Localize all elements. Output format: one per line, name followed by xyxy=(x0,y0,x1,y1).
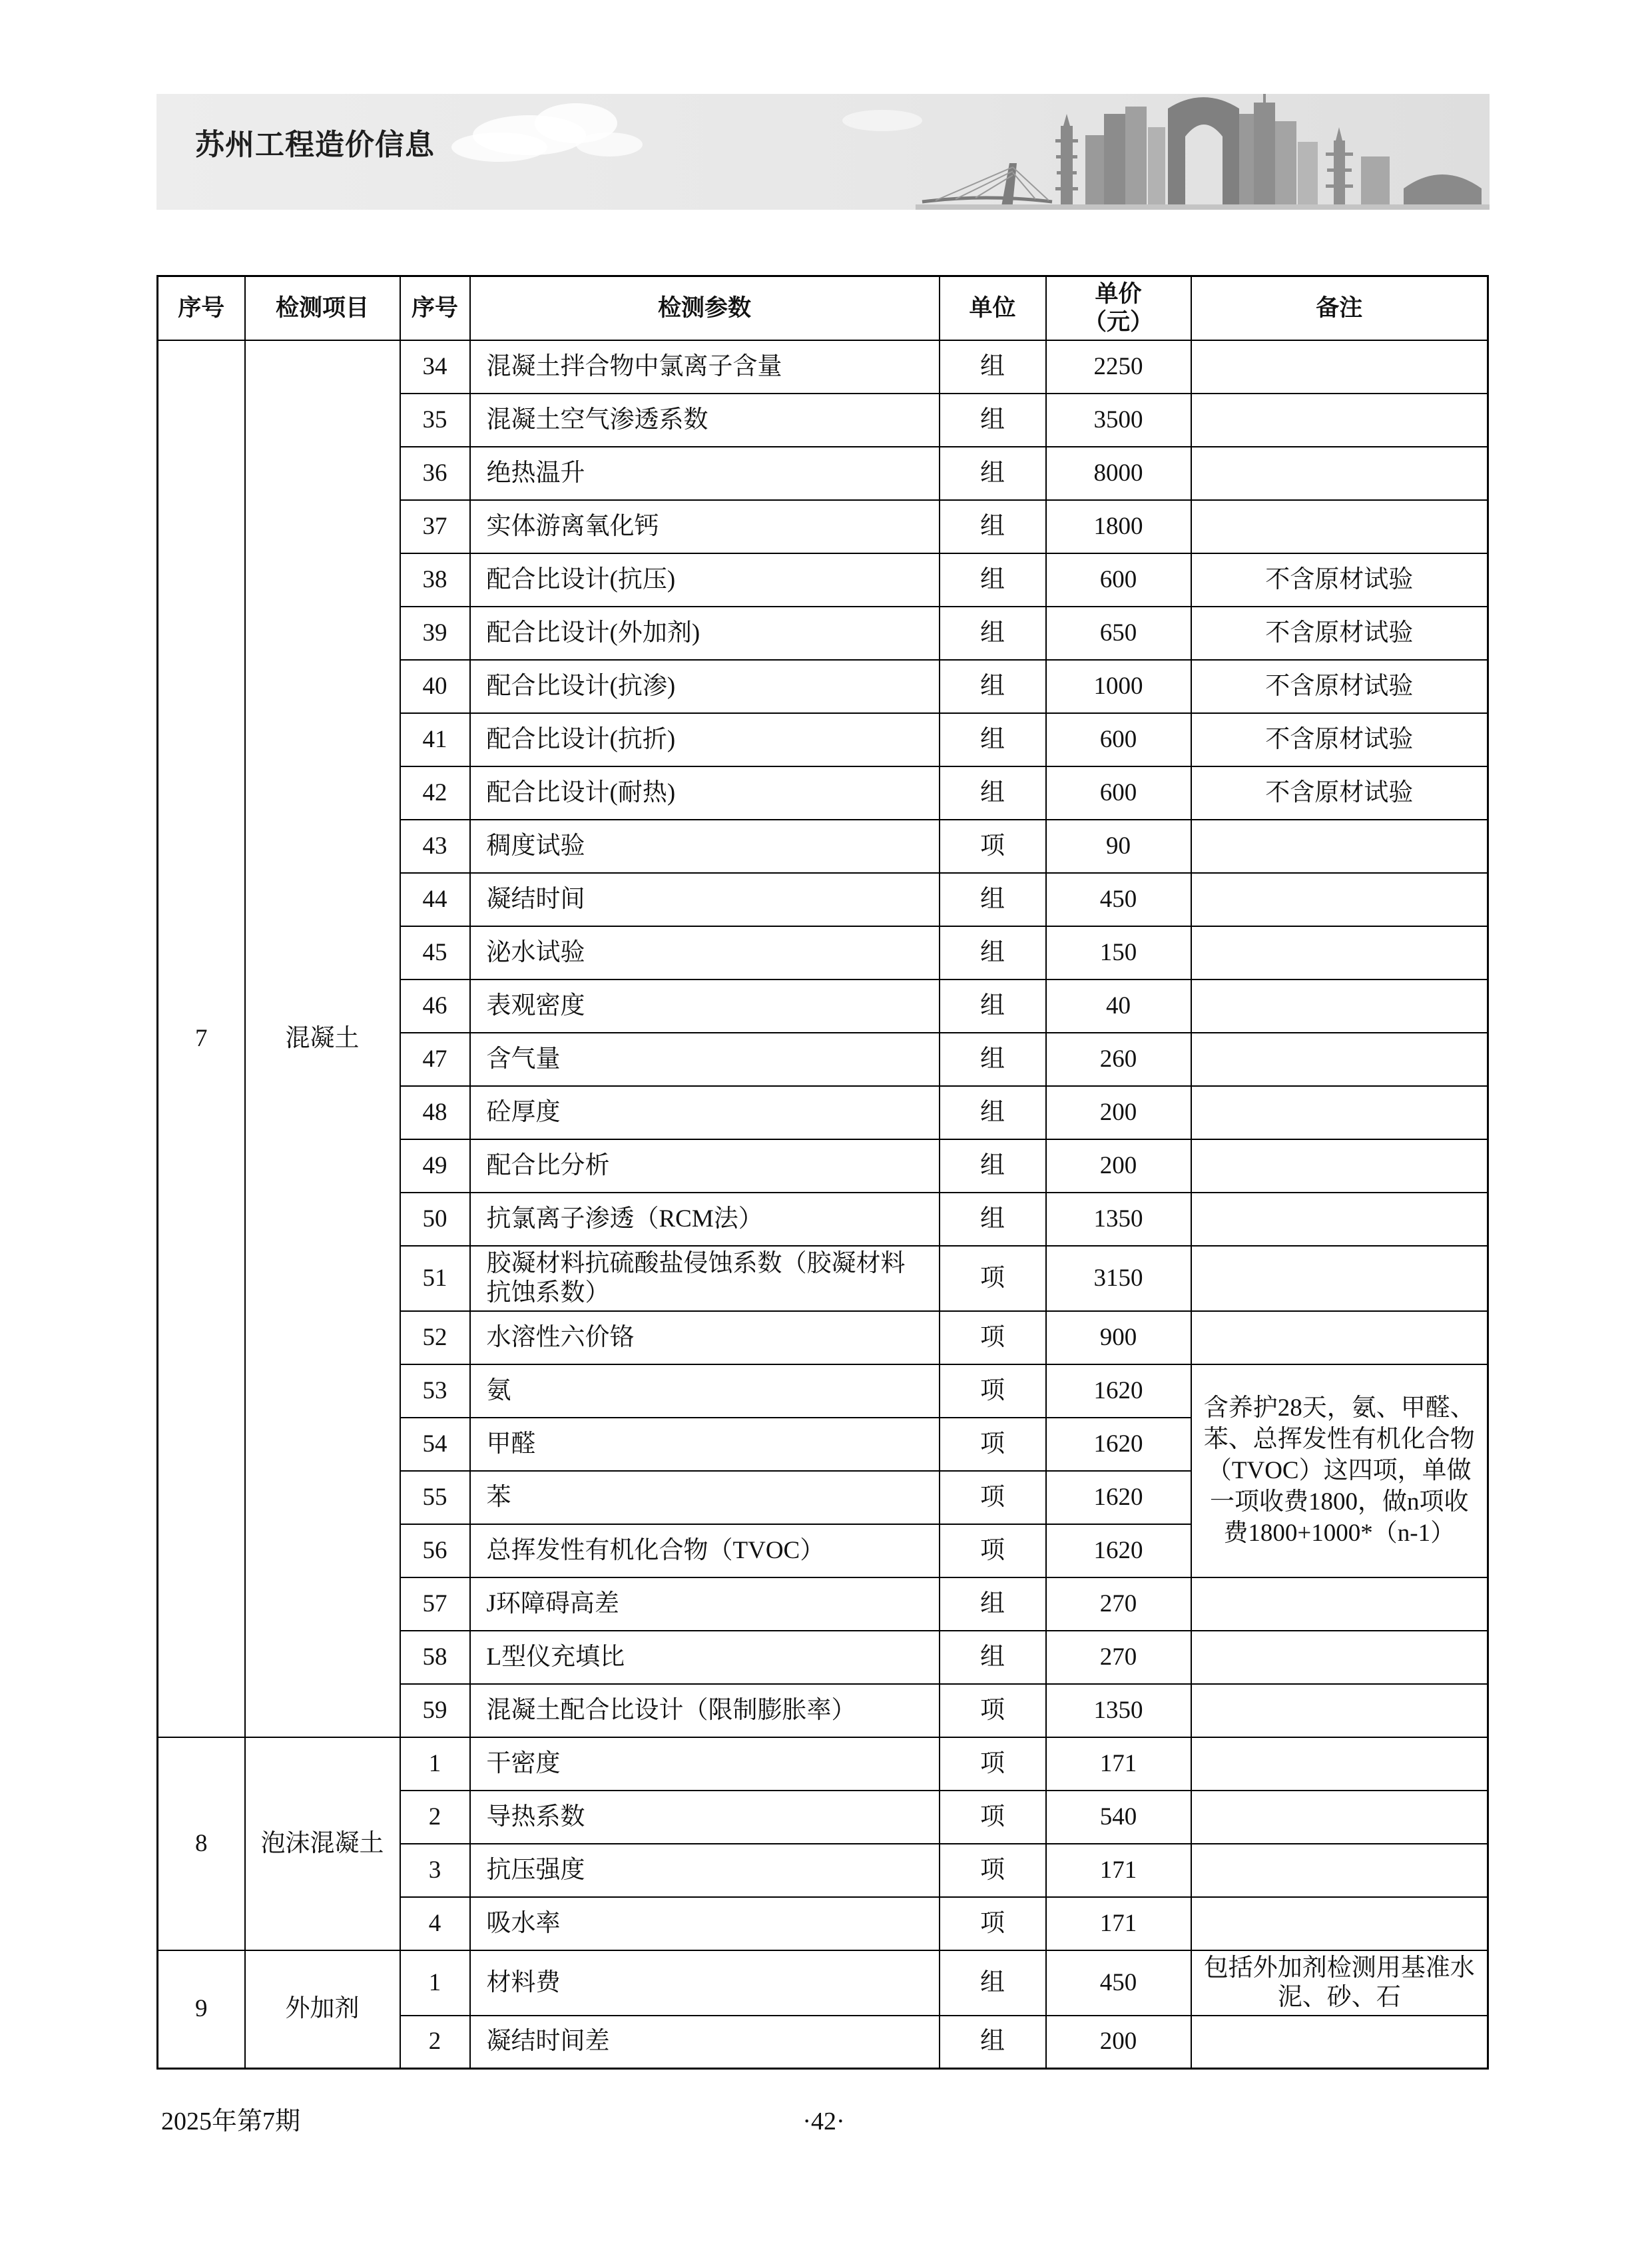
unit: 组 xyxy=(940,766,1046,820)
ground-strip xyxy=(916,204,1490,210)
unit: 项 xyxy=(940,1844,1046,1897)
unit-price: 171 xyxy=(1046,1897,1191,1950)
unit: 组 xyxy=(940,660,1046,713)
issue-label: 2025年第7期 xyxy=(161,2107,301,2135)
unit-price: 8000 xyxy=(1046,447,1191,500)
unit: 组 xyxy=(940,553,1046,607)
test-parameter: 氨 xyxy=(470,1364,940,1418)
param-number: 35 xyxy=(400,394,470,447)
unit-price: 200 xyxy=(1046,1139,1191,1193)
test-item: 泡沫混凝土 xyxy=(245,1737,400,1950)
remark xyxy=(1191,1577,1488,1631)
test-parameter: 总挥发性有机化合物（TVOC） xyxy=(470,1524,940,1577)
col-header-remark: 备注 xyxy=(1191,276,1488,340)
group-number: 8 xyxy=(158,1737,245,1950)
test-parameter: 材料费 xyxy=(470,1950,940,2016)
unit: 组 xyxy=(940,1033,1046,1086)
remark xyxy=(1191,980,1488,1033)
office-towers-left xyxy=(1085,107,1165,210)
param-number: 53 xyxy=(400,1364,470,1418)
header-banner xyxy=(156,94,1490,210)
unit-price: 90 xyxy=(1046,820,1191,873)
col-header-test-item: 检测项目 xyxy=(245,276,400,340)
unit-price: 171 xyxy=(1046,1844,1191,1897)
param-number: 58 xyxy=(400,1631,470,1684)
test-parameter: 混凝土配合比设计（限制膨胀率） xyxy=(470,1684,940,1737)
test-parameter: J环障碍高差 xyxy=(470,1577,940,1631)
table-row xyxy=(158,1737,1488,1791)
remark xyxy=(1191,820,1488,873)
remark xyxy=(1191,1086,1488,1139)
unit: 项 xyxy=(940,1418,1046,1471)
param-number: 37 xyxy=(400,500,470,553)
unit: 项 xyxy=(940,1364,1046,1418)
col-header-unit-price: 单价 （元） xyxy=(1046,276,1191,340)
unit-price: 200 xyxy=(1046,1086,1191,1139)
test-parameter: L型仪充填比 xyxy=(470,1631,940,1684)
test-parameter: 配合比设计(耐热) xyxy=(470,766,940,820)
test-parameter: 泌水试验 xyxy=(470,926,940,980)
publication-title: 苏州工程造价信息 xyxy=(195,129,435,161)
pagoda xyxy=(1055,114,1078,210)
low-building xyxy=(1361,156,1390,210)
col-header-unit: 单位 xyxy=(940,276,1046,340)
unit: 项 xyxy=(940,1311,1046,1364)
param-number: 42 xyxy=(400,766,470,820)
unit: 组 xyxy=(940,873,1046,926)
param-number: 50 xyxy=(400,1193,470,1246)
test-parameter: 混凝土空气渗透系数 xyxy=(470,394,940,447)
unit-price: 3150 xyxy=(1046,1246,1191,1311)
remark xyxy=(1191,1737,1488,1791)
param-number: 38 xyxy=(400,553,470,607)
test-parameter: 水溶性六价铬 xyxy=(470,1311,940,1364)
test-parameter: 配合比设计(抗折) xyxy=(470,713,940,766)
unit: 组 xyxy=(940,607,1046,660)
test-parameter: 配合比设计(外加剂) xyxy=(470,607,940,660)
param-number: 52 xyxy=(400,1311,470,1364)
unit: 项 xyxy=(940,1524,1046,1577)
unit-price: 1350 xyxy=(1046,1193,1191,1246)
remark xyxy=(1191,1897,1488,1950)
table-body xyxy=(158,340,1488,2069)
unit: 组 xyxy=(940,394,1046,447)
unit-price: 40 xyxy=(1046,980,1191,1033)
param-number: 48 xyxy=(400,1086,470,1139)
unit-price: 1000 xyxy=(1046,660,1191,713)
test-parameter: 稠度试验 xyxy=(470,820,940,873)
test-parameter: 干密度 xyxy=(470,1737,940,1791)
page-number: ·42· xyxy=(802,2107,845,2135)
remark: 含养护28天，氨、甲醛、 苯、总挥发性有机化合物 （TVOC）这四项，单做 一项收费1800，做n项收 费1800+1000*（n-1） xyxy=(1191,1364,1488,1577)
param-number: 34 xyxy=(400,340,470,394)
remark: 包括外加剂检测用基准水 泥、砂、石 xyxy=(1191,1950,1488,2016)
remark: 不含原材试验 xyxy=(1191,766,1488,820)
unit: 组 xyxy=(940,340,1046,394)
unit-price: 1620 xyxy=(1046,1418,1191,1471)
param-number: 39 xyxy=(400,607,470,660)
col-header-param-number: 序号 xyxy=(400,276,470,340)
param-number: 41 xyxy=(400,713,470,766)
test-parameter: 凝结时间差 xyxy=(470,2016,940,2069)
unit: 项 xyxy=(940,1897,1046,1950)
unit-price: 450 xyxy=(1046,873,1191,926)
unit: 组 xyxy=(940,2016,1046,2069)
unit: 项 xyxy=(940,1737,1046,1791)
unit-price: 200 xyxy=(1046,2016,1191,2069)
table-row xyxy=(158,1950,1488,2016)
param-number: 55 xyxy=(400,1471,470,1524)
param-number: 49 xyxy=(400,1139,470,1193)
test-parameter: 配合比分析 xyxy=(470,1139,940,1193)
remark: 不含原材试验 xyxy=(1191,660,1488,713)
unit: 项 xyxy=(940,1791,1046,1844)
param-number: 59 xyxy=(400,1684,470,1737)
test-parameter: 实体游离氧化钙 xyxy=(470,500,940,553)
unit: 组 xyxy=(940,713,1046,766)
remark xyxy=(1191,1139,1488,1193)
param-number: 3 xyxy=(400,1844,470,1897)
col-header-group-number: 序号 xyxy=(158,276,245,340)
param-number: 2 xyxy=(400,1791,470,1844)
unit: 组 xyxy=(940,1139,1046,1193)
remark: 不含原材试验 xyxy=(1191,607,1488,660)
unit: 组 xyxy=(940,926,1046,980)
unit: 组 xyxy=(940,1193,1046,1246)
param-number: 36 xyxy=(400,447,470,500)
test-parameter: 抗氯离子渗透（RCM法） xyxy=(470,1193,940,1246)
param-number: 54 xyxy=(400,1418,470,1471)
unit-price: 450 xyxy=(1046,1950,1191,2016)
unit: 组 xyxy=(940,1631,1046,1684)
unit-price: 650 xyxy=(1046,607,1191,660)
param-number: 40 xyxy=(400,660,470,713)
unit-price: 600 xyxy=(1046,713,1191,766)
param-number: 56 xyxy=(400,1524,470,1577)
test-parameter: 配合比设计(抗渗) xyxy=(470,660,940,713)
remark xyxy=(1191,1791,1488,1844)
remark xyxy=(1191,340,1488,394)
test-item: 外加剂 xyxy=(245,1950,400,2069)
remark xyxy=(1191,1684,1488,1737)
param-number: 46 xyxy=(400,980,470,1033)
unit-price: 600 xyxy=(1046,766,1191,820)
table-header xyxy=(158,276,1488,340)
remark: 不含原材试验 xyxy=(1191,553,1488,607)
group-number: 9 xyxy=(158,1950,245,2069)
header-row xyxy=(158,276,1488,340)
clouds xyxy=(451,103,922,162)
test-parameter: 凝结时间 xyxy=(470,873,940,926)
remark xyxy=(1191,1033,1488,1086)
unit-price: 171 xyxy=(1046,1737,1191,1791)
gate-of-the-orient xyxy=(1168,97,1239,210)
remark xyxy=(1191,1311,1488,1364)
test-parameter: 抗压强度 xyxy=(470,1844,940,1897)
testing-price-table xyxy=(156,275,1489,2070)
remark xyxy=(1191,1193,1488,1246)
remark xyxy=(1191,394,1488,447)
test-parameter: 配合比设计(抗压) xyxy=(470,553,940,607)
test-parameter: 混凝土拌合物中氯离子含量 xyxy=(470,340,940,394)
unit-price: 1620 xyxy=(1046,1471,1191,1524)
test-parameter: 表观密度 xyxy=(470,980,940,1033)
unit: 项 xyxy=(940,1246,1046,1311)
remark xyxy=(1191,2016,1488,2069)
office-towers-right xyxy=(1239,94,1318,210)
unit: 组 xyxy=(940,500,1046,553)
remark xyxy=(1191,1246,1488,1311)
unit-price: 2250 xyxy=(1046,340,1191,394)
table-row xyxy=(158,340,1488,394)
unit-price: 260 xyxy=(1046,1033,1191,1086)
unit-price: 3500 xyxy=(1046,394,1191,447)
remark: 不含原材试验 xyxy=(1191,713,1488,766)
param-number: 57 xyxy=(400,1577,470,1631)
test-parameter: 砼厚度 xyxy=(470,1086,940,1139)
unit-price: 150 xyxy=(1046,926,1191,980)
param-number: 2 xyxy=(400,2016,470,2069)
param-number: 1 xyxy=(400,1737,470,1791)
test-parameter: 绝热温升 xyxy=(470,447,940,500)
bridge xyxy=(922,163,1052,210)
unit-price: 1350 xyxy=(1046,1684,1191,1737)
test-parameter: 苯 xyxy=(470,1471,940,1524)
unit-price: 900 xyxy=(1046,1311,1191,1364)
unit-price: 1620 xyxy=(1046,1524,1191,1577)
unit: 组 xyxy=(940,980,1046,1033)
test-parameter: 导热系数 xyxy=(470,1791,940,1844)
unit: 组 xyxy=(940,1086,1046,1139)
unit-price: 1800 xyxy=(1046,500,1191,553)
param-number: 47 xyxy=(400,1033,470,1086)
group-number: 7 xyxy=(158,340,245,1737)
test-parameter: 胶凝材料抗硫酸盐侵蚀系数（胶凝材料 抗蚀系数） xyxy=(470,1246,940,1311)
test-item: 混凝土 xyxy=(245,340,400,1737)
unit-price: 270 xyxy=(1046,1631,1191,1684)
unit: 组 xyxy=(940,1950,1046,2016)
unit: 项 xyxy=(940,1471,1046,1524)
param-number: 43 xyxy=(400,820,470,873)
unit: 项 xyxy=(940,820,1046,873)
remark xyxy=(1191,500,1488,553)
remark xyxy=(1191,873,1488,926)
remark xyxy=(1191,1631,1488,1684)
unit: 项 xyxy=(940,1684,1046,1737)
param-number: 51 xyxy=(400,1246,470,1311)
remark xyxy=(1191,447,1488,500)
unit-price: 540 xyxy=(1046,1791,1191,1844)
param-number: 45 xyxy=(400,926,470,980)
col-header-test-parameter: 检测参数 xyxy=(470,276,940,340)
remark xyxy=(1191,1844,1488,1897)
unit: 组 xyxy=(940,447,1046,500)
pagoda-right xyxy=(1326,127,1353,210)
remark xyxy=(1191,926,1488,980)
unit: 组 xyxy=(940,1577,1046,1631)
test-parameter: 甲醛 xyxy=(470,1418,940,1471)
param-number: 4 xyxy=(400,1897,470,1950)
param-number: 1 xyxy=(400,1950,470,2016)
unit-price: 600 xyxy=(1046,553,1191,607)
param-number: 44 xyxy=(400,873,470,926)
test-parameter: 含气量 xyxy=(470,1033,940,1086)
test-parameter: 吸水率 xyxy=(470,1897,940,1950)
unit-price: 1620 xyxy=(1046,1364,1191,1418)
unit-price: 270 xyxy=(1046,1577,1191,1631)
